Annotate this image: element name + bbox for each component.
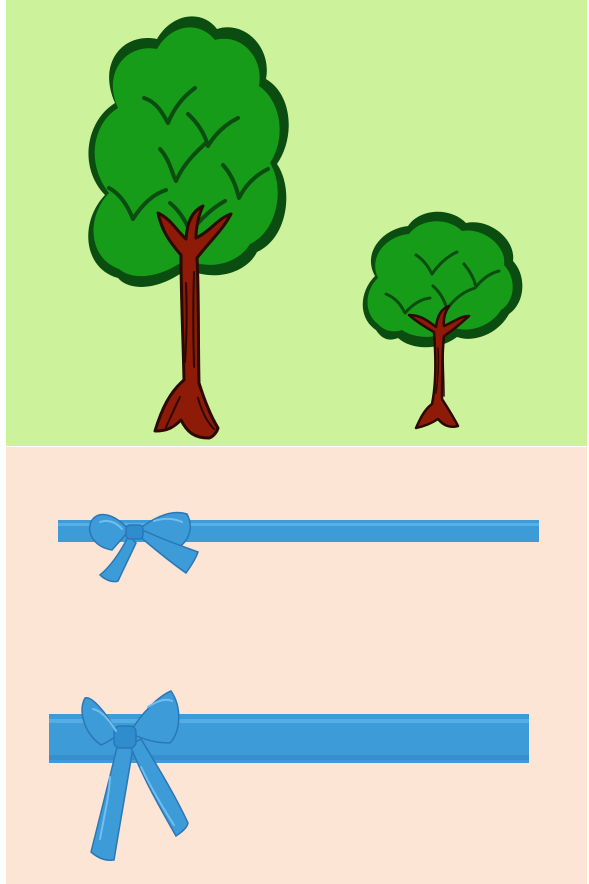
ribbons-illustration <box>6 447 587 884</box>
ribbon-panel-background <box>6 447 587 884</box>
thick-ribbon-highlight <box>49 719 529 723</box>
trees-illustration <box>6 0 587 446</box>
ribbon-panel <box>6 447 587 884</box>
small-bow-knot <box>126 525 143 539</box>
large-bow-knot <box>114 726 136 748</box>
tree-panel <box>6 0 587 446</box>
